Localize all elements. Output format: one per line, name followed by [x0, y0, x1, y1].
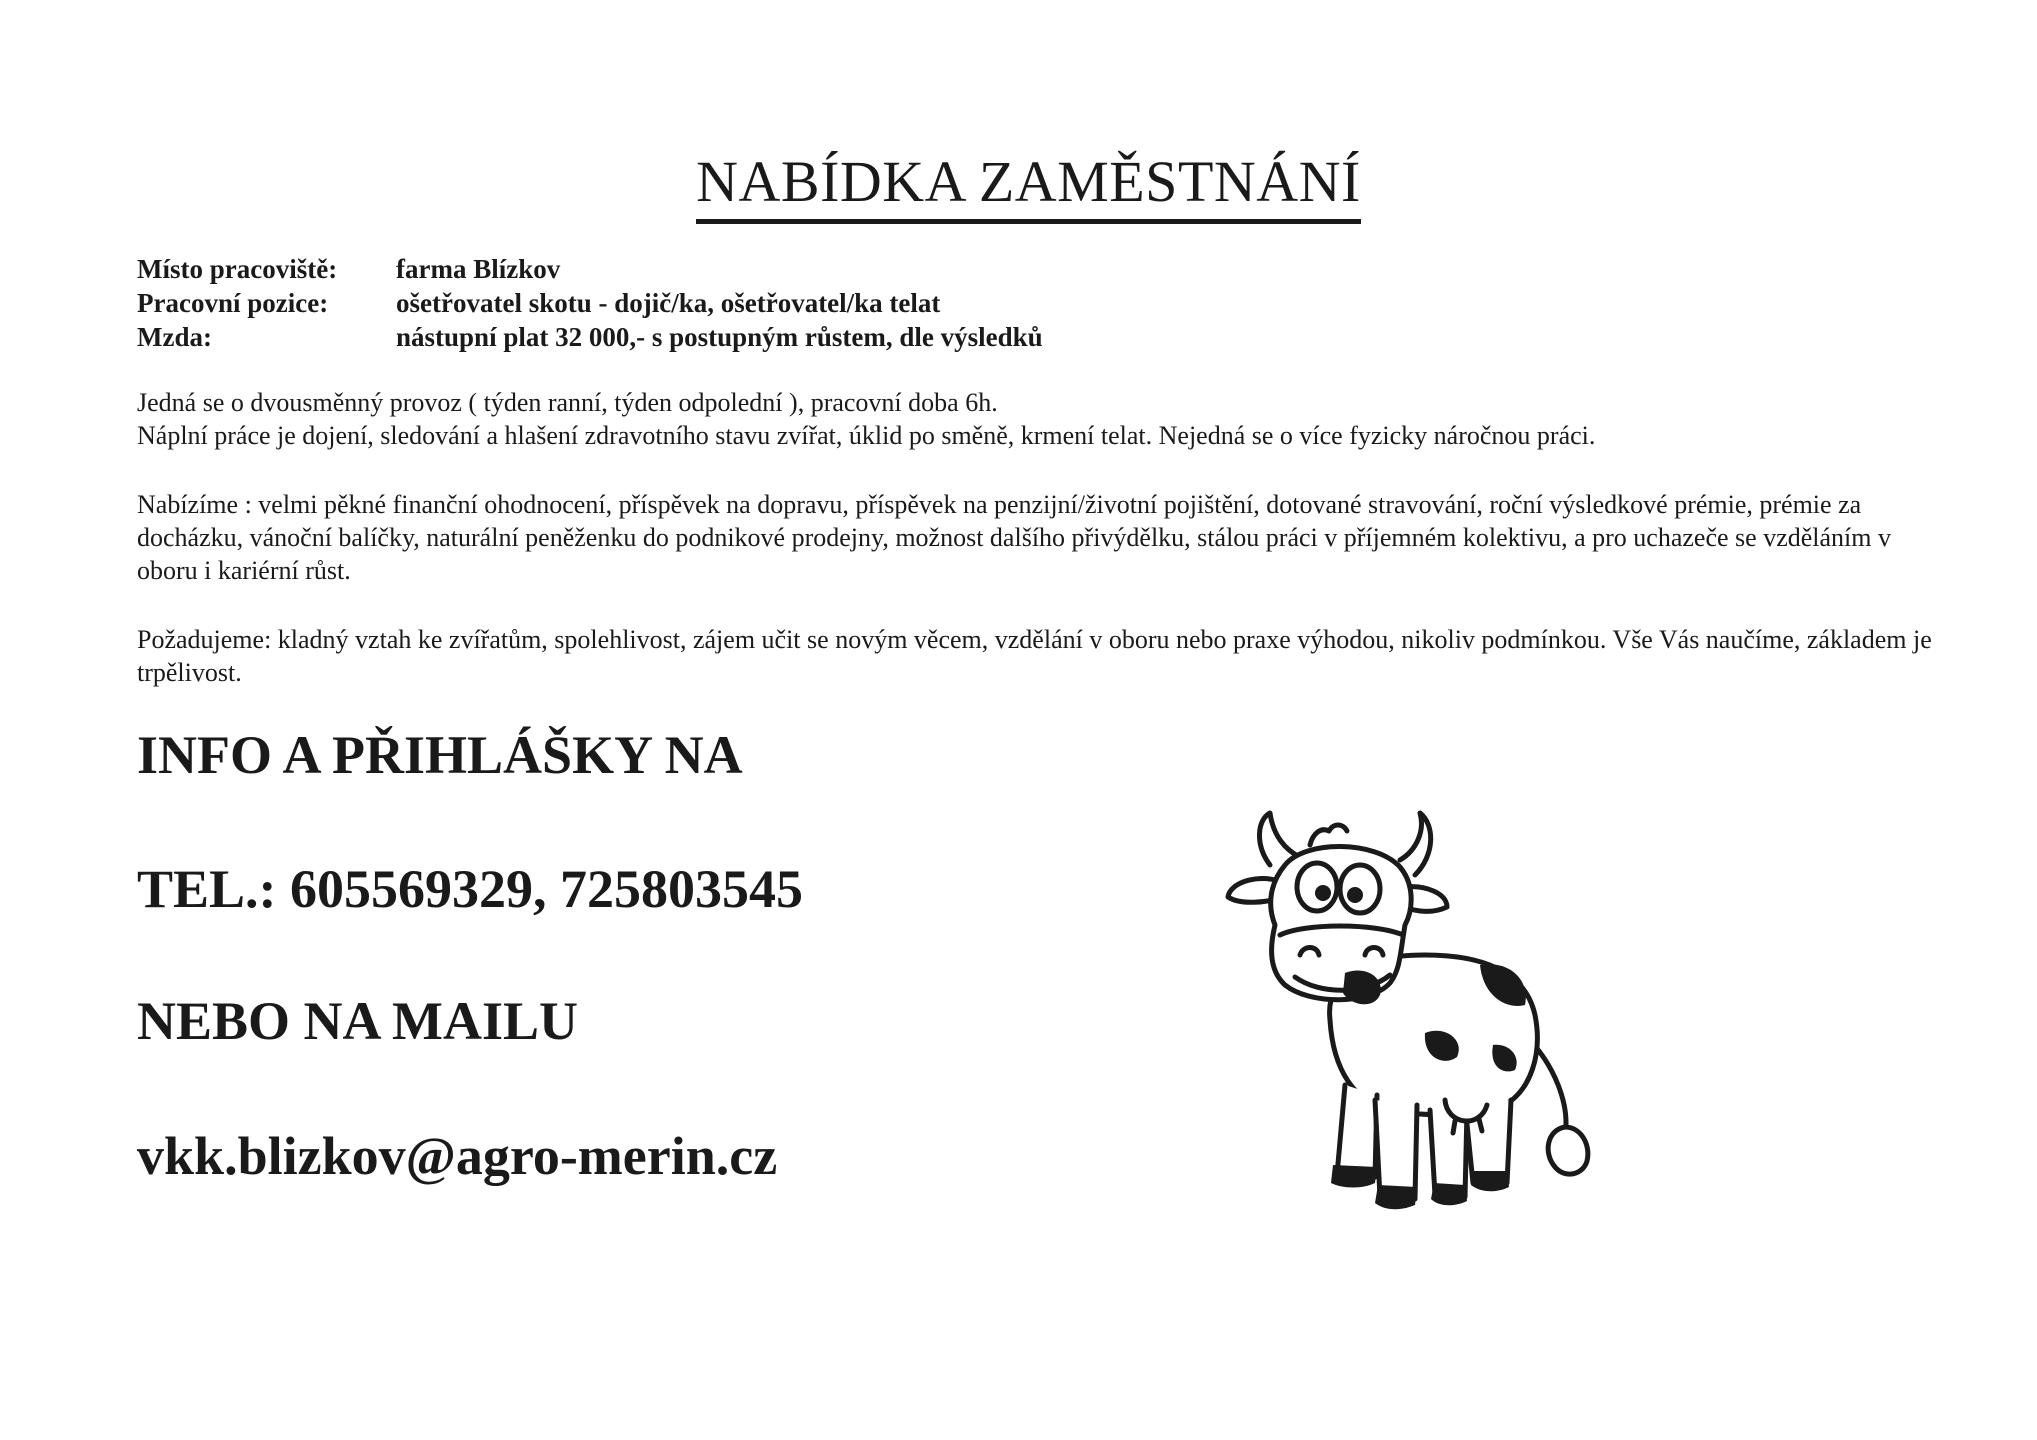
detail-label: Mzda: [137, 322, 212, 352]
job-details [137, 252, 1043, 354]
detail-value: nástupní plat 32 000,- s postupným růstem, dle výsledků [396, 322, 1043, 352]
detail-row-position [137, 286, 1043, 320]
detail-row-salary [137, 320, 1043, 354]
contact-mail-heading: NEBO NA MAILU [137, 991, 579, 1051]
offer-paragraph: Nabízíme : velmi pěkné finanční ohodnocení, příspěvek na dopravu, příspěvek na penzijní/životní pojištění, dotované stravování, roční výsledkové prémie, prémie za docházku, vánoční balíčky, naturální peněženku do podnikové prodejny, možnost dalšího přivýdělku, stálou práci v příjemném kolektivu, a pro uchazeče se vzděláním v oboru i kariérní růst. [137, 490, 1891, 585]
detail-value: farma Blízkov [396, 254, 561, 284]
detail-value: ošetřovatel skotu - dojič/ka, ošetřovatel/ka telat [396, 288, 941, 318]
page-title: NABÍDKA ZAMĚSTNÁNÍ [0, 148, 2037, 224]
detail-row-workplace [137, 252, 1043, 286]
contact-heading: INFO A PŘIHLÁŠKY NA [137, 725, 743, 785]
cartoon-cow-icon [1225, 805, 1605, 1245]
detail-label: Místo pracoviště: [137, 254, 338, 284]
shift-line-2: Náplní práce je dojení, sledování a hlašení zdravotního stavu zvířat, úklid po směně, krmení telat. Nejedná se o více fyzicky náročnou práci. [137, 421, 1596, 450]
shift-line-1: Jedná se o dvousměnný provoz ( týden ranní, týden odpolední ), pracovní doba 6h. [137, 388, 998, 417]
contact-email: vkk.blizkov@agro-merin.cz [137, 1126, 778, 1186]
requirements-paragraph: Požadujeme: kladný vztah ke zvířatům, spolehlivost, zájem učit se novým věcem, vzdělání v oboru nebo praxe výhodou, nikoliv podmínkou. Vše Vás naučíme, základem je trpělivost. [137, 625, 1932, 687]
detail-label: Pracovní pozice: [137, 288, 329, 318]
shift-paragraph [137, 386, 1937, 452]
contact-phone: TEL.: 605569329, 725803545 [137, 859, 804, 919]
